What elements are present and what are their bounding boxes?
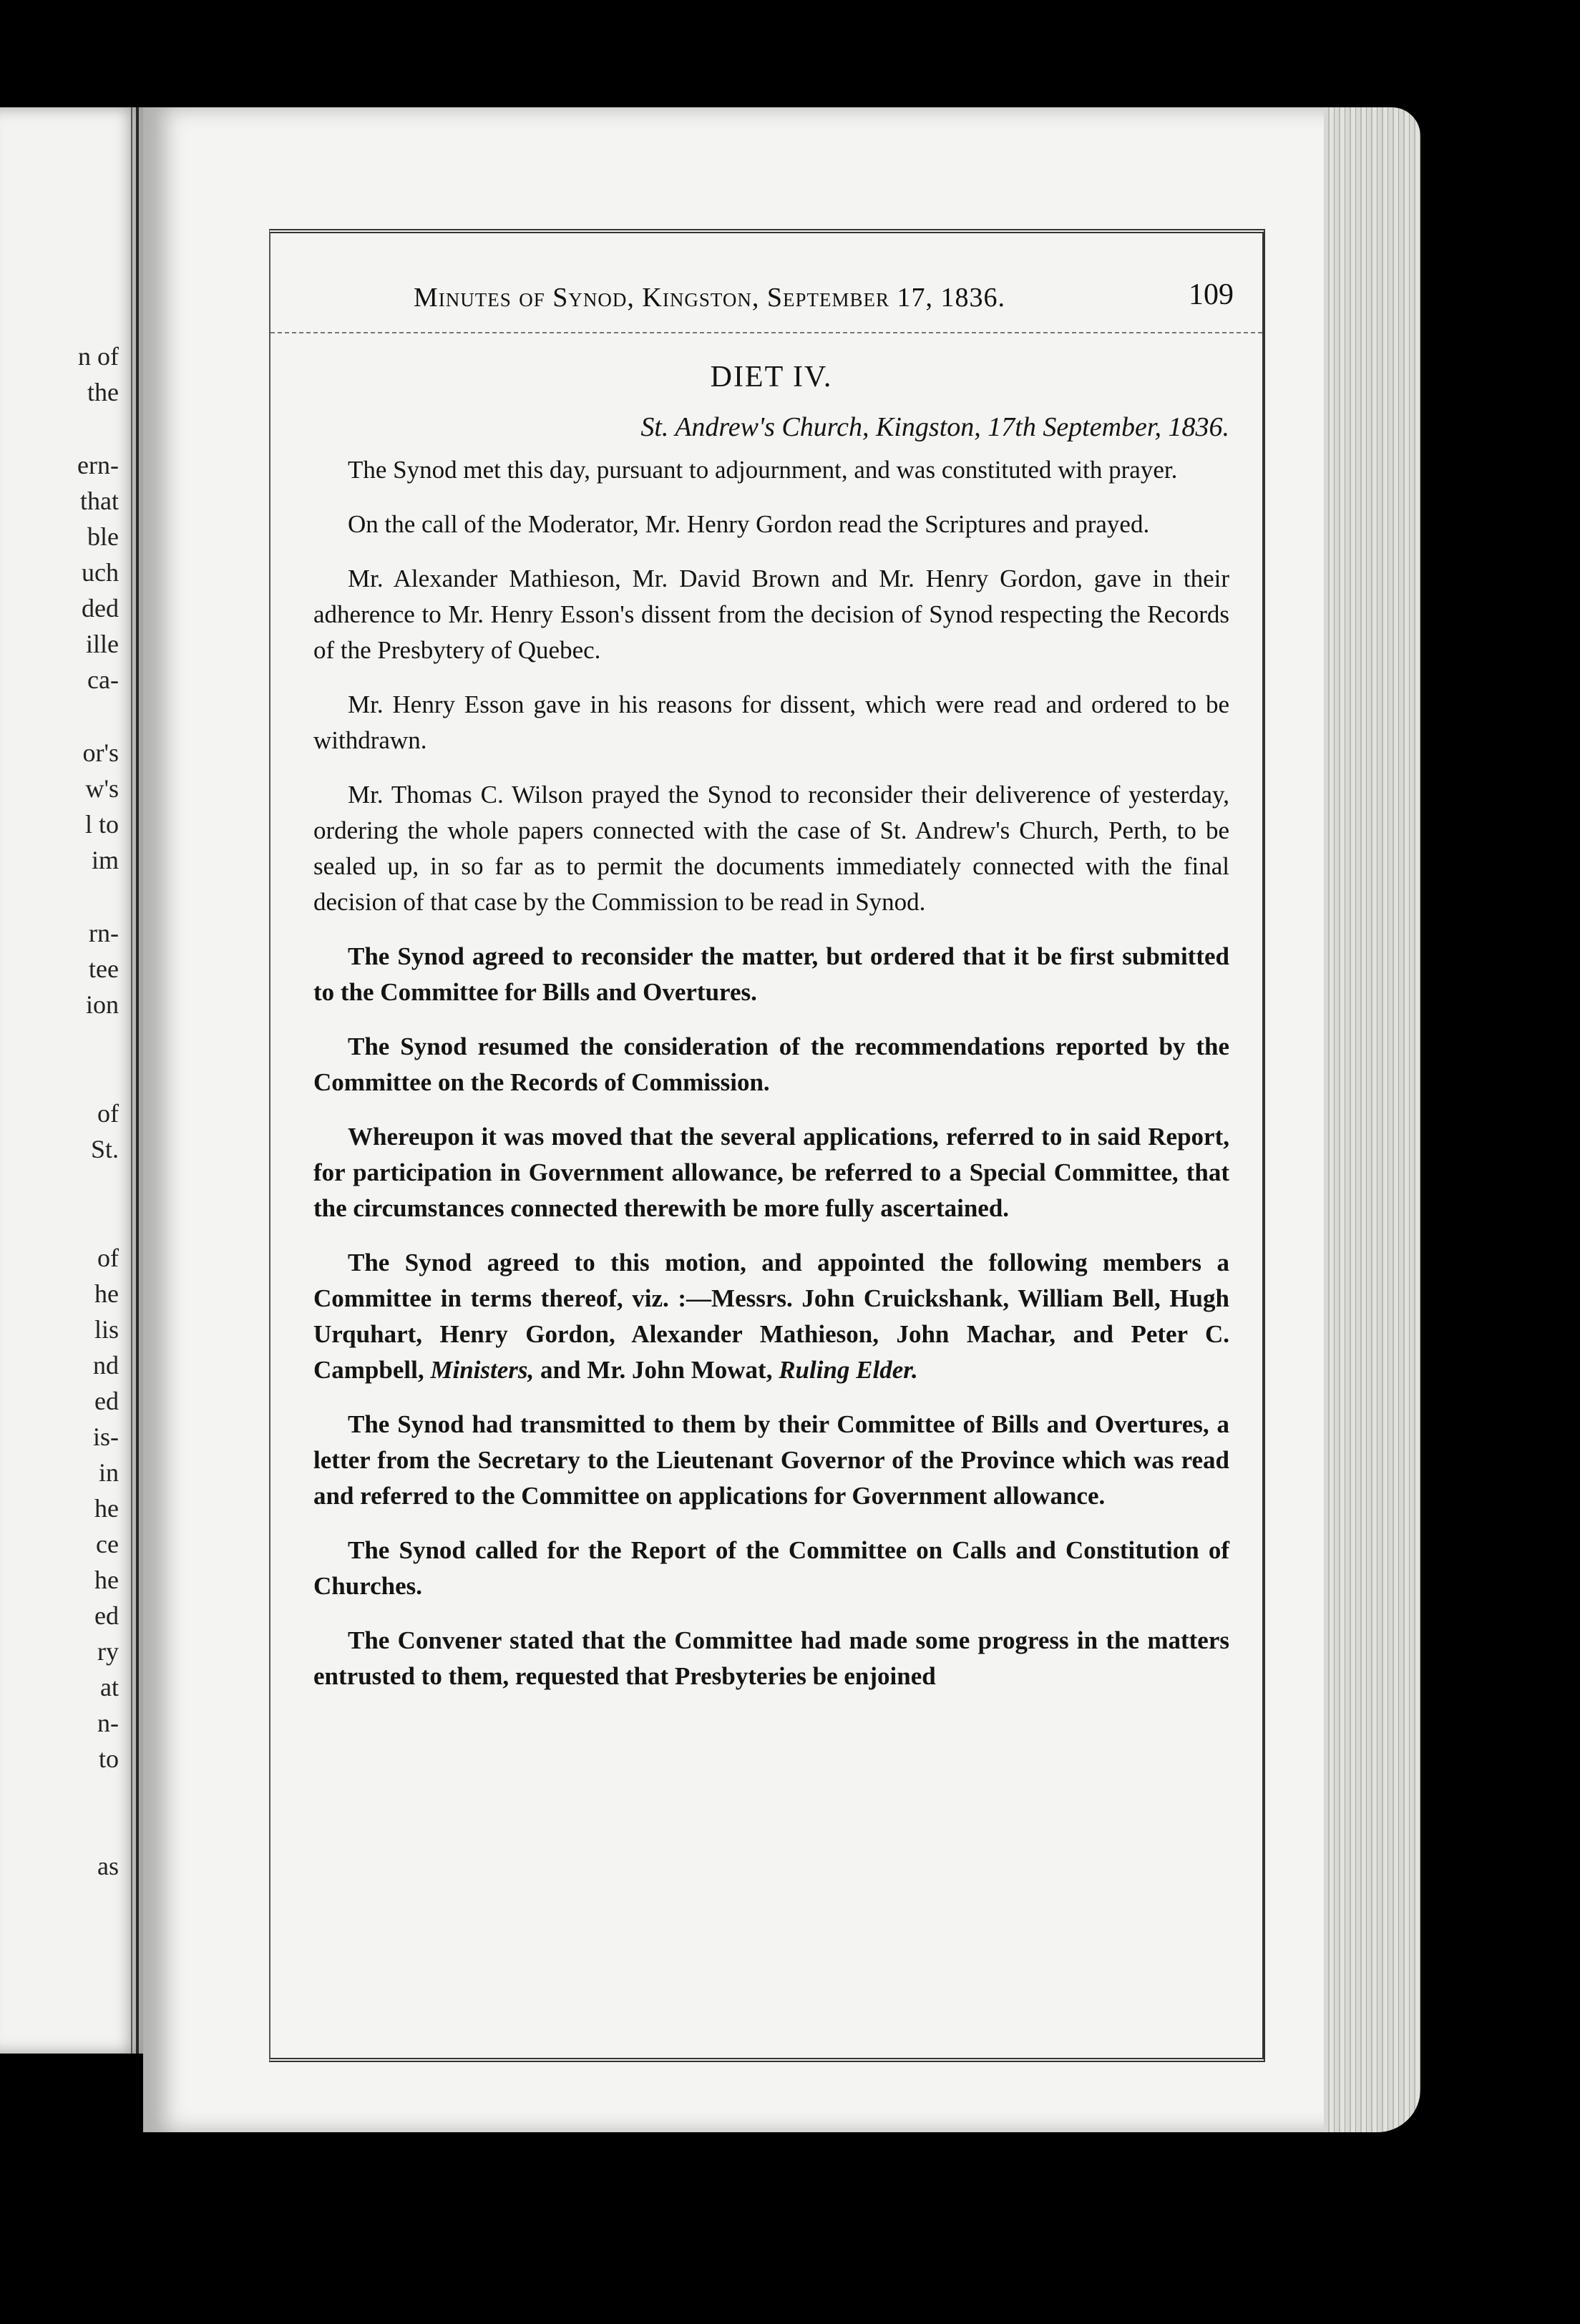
facing-page-fragment	[0, 107, 143, 2054]
running-head: Minutes of Synod, Kingston, September 17, 1836.	[414, 283, 1006, 313]
facing-line: he	[94, 1494, 119, 1523]
book-page	[143, 107, 1324, 2132]
ministers-label: Ministers,	[430, 1356, 535, 1384]
facing-line: ble	[87, 522, 119, 551]
ruling-elder-label: Ruling Elder.	[779, 1356, 918, 1384]
facing-line: ded	[82, 594, 119, 622]
facing-line: tee	[89, 954, 119, 983]
paragraph: The Synod agreed to reconsider the matter, but ordered that it be first submitted to the Committee for Bills and Overtures.	[313, 942, 1229, 1006]
facing-line: l to	[84, 810, 119, 839]
paragraph: Mr. Henry Esson gave in his reasons for dissent, which were read and ordered to be withdrawn.	[313, 690, 1229, 754]
facing-line: St.	[90, 1135, 119, 1163]
committee-text: The Synod agreed to this motion, and appointed the following members a Committee in terms thereof, viz. :—Messrs. John Cruickshank, William Bell, Hugh Urquhart, Henry Gordon, Alexander Mathieson, John Machar, and Peter C. Campbell,	[313, 1249, 1229, 1384]
facing-line: that	[80, 487, 119, 515]
paragraph: The Synod met this day, pursuant to adjournment, and was constituted with prayer.	[348, 456, 1178, 484]
facing-line: ca-	[87, 665, 119, 694]
facing-line: ce	[96, 1530, 119, 1558]
paragraph: Mr. Thomas C. Wilson prayed the Synod to reconsider their deliverence of yesterday, ordering the whole papers connected with the case of St. Andrew's Church, Perth, to be sealed up, in so far as to permit the documents immediately connected with the final decision of that case by the Commission to be read in Synod.	[313, 781, 1229, 916]
facing-line: of	[97, 1244, 119, 1272]
facing-line: ed	[94, 1387, 119, 1415]
page-frame	[269, 229, 1265, 2062]
facing-line: n of	[78, 342, 119, 371]
facing-line: w's	[85, 774, 119, 803]
facing-page-border	[136, 107, 139, 2054]
facing-page-rule	[131, 107, 132, 2054]
committee-paragraph	[313, 1245, 1229, 1388]
facing-line: in	[98, 1458, 119, 1487]
book-page-edges	[1313, 107, 1420, 2132]
facing-line: lis	[94, 1315, 119, 1344]
paragraph: The Synod called for the Report of the Committee on Calls and Constitution of Churches.	[313, 1536, 1229, 1600]
paragraph: Mr. Alexander Mathieson, Mr. David Brown and Mr. Henry Gordon, gave in their adherence to Mr. Henry Esson's dissent from the decision of Synod respecting the Records of the Presbytery of Quebec.	[313, 565, 1229, 664]
section-heading: DIET IV.	[710, 361, 833, 394]
header-rule	[270, 332, 1262, 333]
paragraph: Whereupon it was moved that the several applications, referred to in said Report, for participation in Government allowance, be referred to a Special Committee, that the circumstances connected therewith be more fully ascertained.	[313, 1123, 1229, 1222]
facing-line: rn-	[89, 919, 119, 947]
paragraph: On the call of the Moderator, Mr. Henry Gordon read the Scriptures and prayed.	[348, 510, 1150, 538]
committee-connector: and Mr. John Mowat,	[540, 1356, 773, 1384]
facing-line: ry	[97, 1637, 119, 1666]
facing-line: im	[91, 846, 119, 874]
facing-line: ille	[86, 630, 119, 658]
facing-line: or's	[82, 738, 119, 767]
page-body	[313, 355, 1229, 1713]
facing-line: to	[98, 1744, 119, 1773]
facing-line: he	[94, 1566, 119, 1594]
facing-line: nd	[93, 1351, 119, 1380]
facing-line: as	[97, 1852, 119, 1880]
facing-line: uch	[82, 558, 119, 587]
facing-line: ed	[94, 1601, 119, 1630]
facing-line: ern-	[77, 451, 119, 479]
place-and-date: St. Andrew's Church, Kingston, 17th September, 1836.	[640, 412, 1229, 442]
facing-line: n-	[97, 1709, 119, 1737]
paragraph: The Convener stated that the Committee had made some progress in the matters entrusted to them, requested that Presbyteries be enjoined	[313, 1626, 1229, 1690]
page-number: 109	[1189, 278, 1234, 311]
facing-line: ion	[85, 990, 119, 1019]
facing-line: he	[94, 1279, 119, 1308]
facing-line: of	[97, 1099, 119, 1128]
facing-line: is-	[93, 1422, 119, 1451]
paragraph: The Synod had transmitted to them by their Committee of Bills and Overtures, a letter from the Secretary to the Lieutenant Governor of the Province which was read and referred to the Committee on applications for Government allowance.	[313, 1410, 1229, 1510]
facing-line: at	[100, 1673, 119, 1702]
paragraph: The Synod resumed the consideration of the recommendations reported by the Committee on the Records of Commission.	[313, 1032, 1229, 1096]
facing-line: the	[87, 378, 119, 406]
